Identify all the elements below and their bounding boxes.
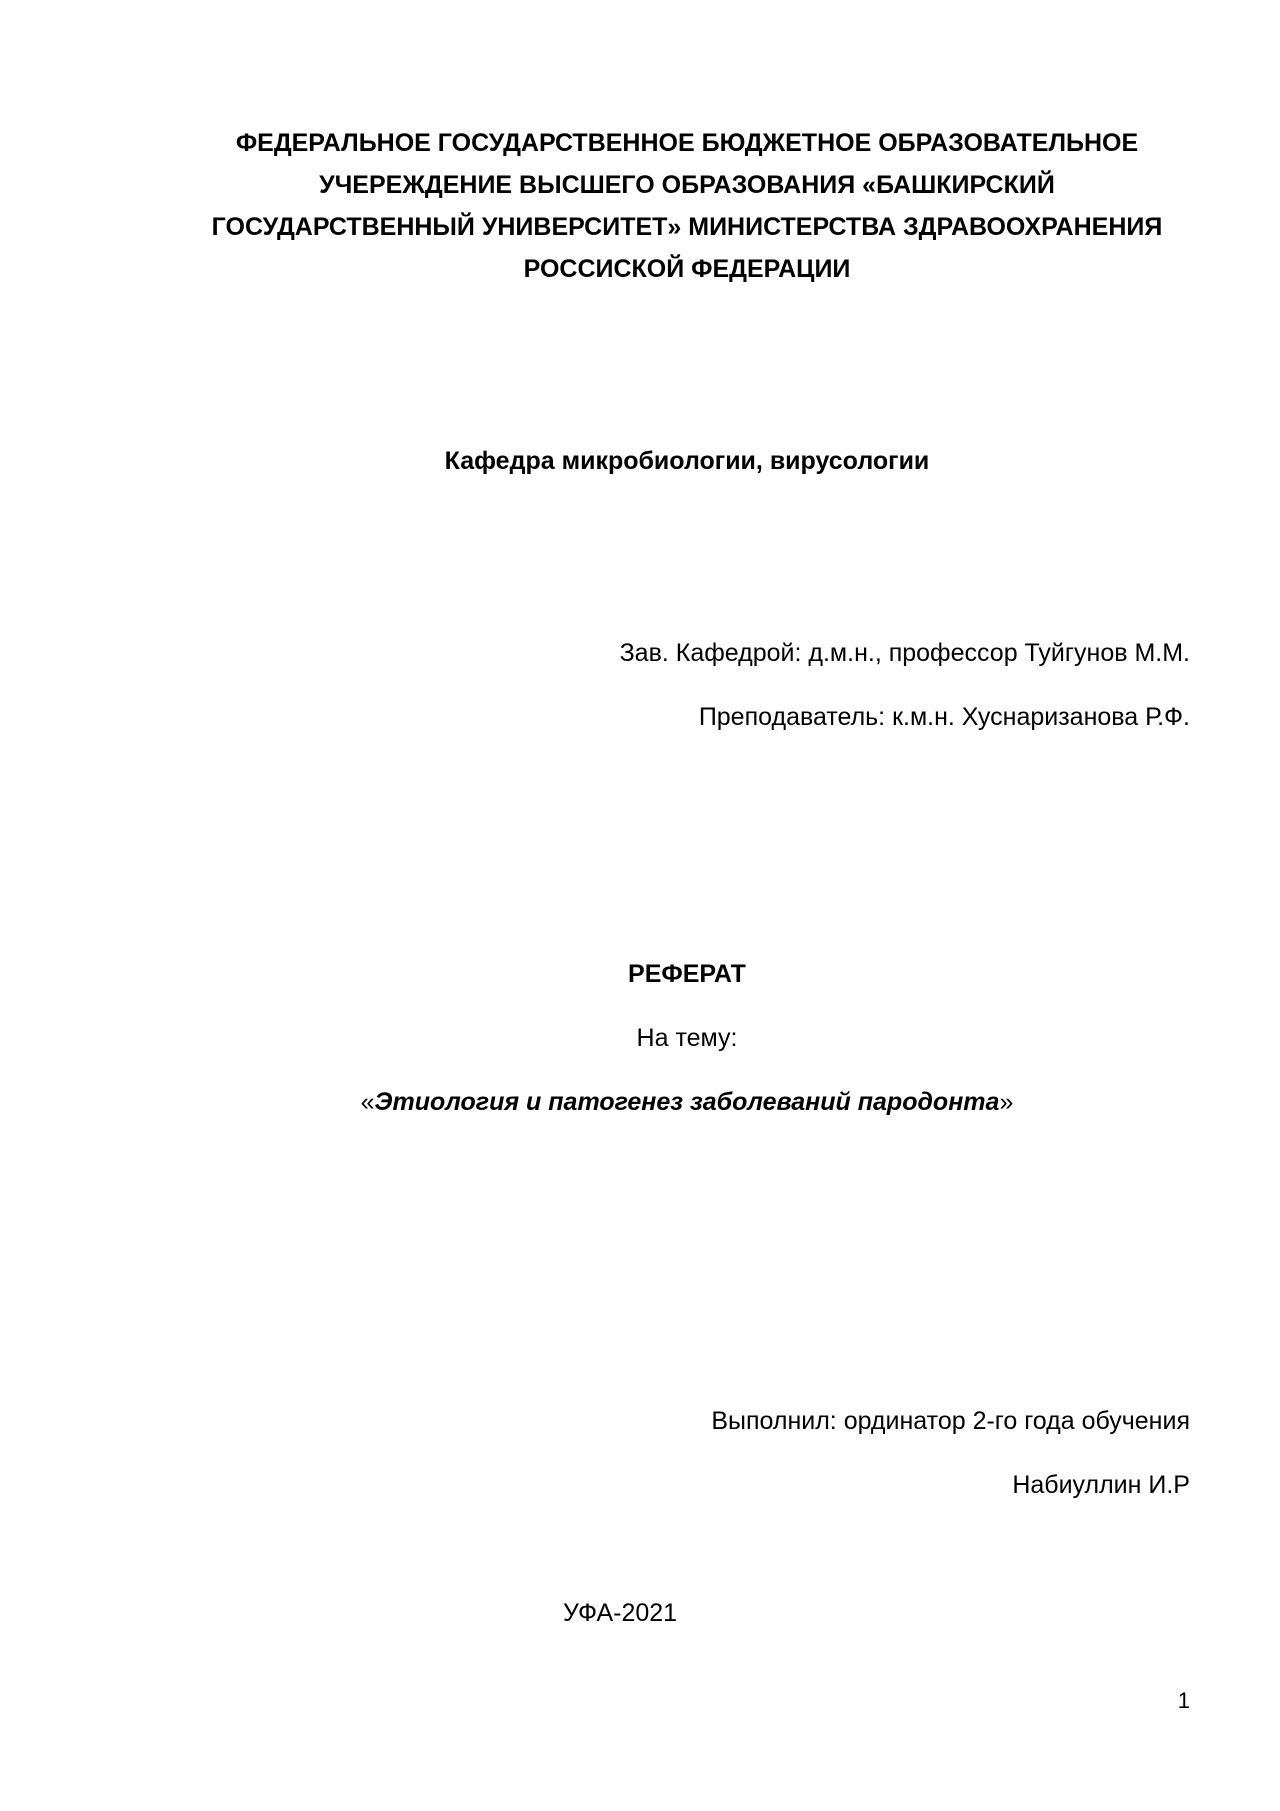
institution-header bbox=[190, 122, 1184, 290]
topic-close-quote: » bbox=[999, 1088, 1014, 1116]
head-of-department: Зав. Кафедрой: д.м.н., профессор Туйгунов М.М. bbox=[619, 639, 1190, 667]
page-number: 1 bbox=[1177, 1688, 1190, 1713]
institution-header-line-3: ГОСУДАРСТВЕННЫЙ УНИВЕРСИТЕТ» МИНИСТЕРСТВА ЗДРАВООХРАНЕНИЯ bbox=[211, 213, 1163, 241]
author-name: Набиуллин И.Р bbox=[1012, 1471, 1190, 1499]
author-role: Выполнил: ординатор 2-го года обучения bbox=[711, 1407, 1190, 1435]
topic-label: На тему: bbox=[636, 1024, 738, 1052]
institution-header-line-1: ФЕДЕРАЛЬНОЕ ГОСУДАРСТВЕННОЕ БЮДЖЕТНОЕ ОБРАЗОВАТЕЛЬНОЕ bbox=[235, 129, 1139, 157]
institution-header-line-2: УЧЕРЕЖДЕНИЕ ВЫСШЕГО ОБРАЗОВАНИЯ «БАШКИРСКИЙ bbox=[319, 171, 1055, 199]
document-type: РЕФЕРАТ bbox=[628, 960, 746, 988]
city-year: УФА-2021 bbox=[562, 1599, 678, 1627]
institution-header-line-4: РОССИСКОЙ ФЕДЕРАЦИИ bbox=[523, 255, 851, 283]
topic bbox=[190, 1081, 1184, 1123]
topic-open-quote: « bbox=[360, 1088, 375, 1116]
department-name: Кафедра микробиологии, вирусологии bbox=[444, 447, 930, 475]
topic-title: Этиология и патогенез заболеваний пародонта bbox=[374, 1088, 1000, 1116]
teacher: Преподаватель: к.м.н. Хуснаризанова Р.Ф. bbox=[698, 703, 1190, 731]
